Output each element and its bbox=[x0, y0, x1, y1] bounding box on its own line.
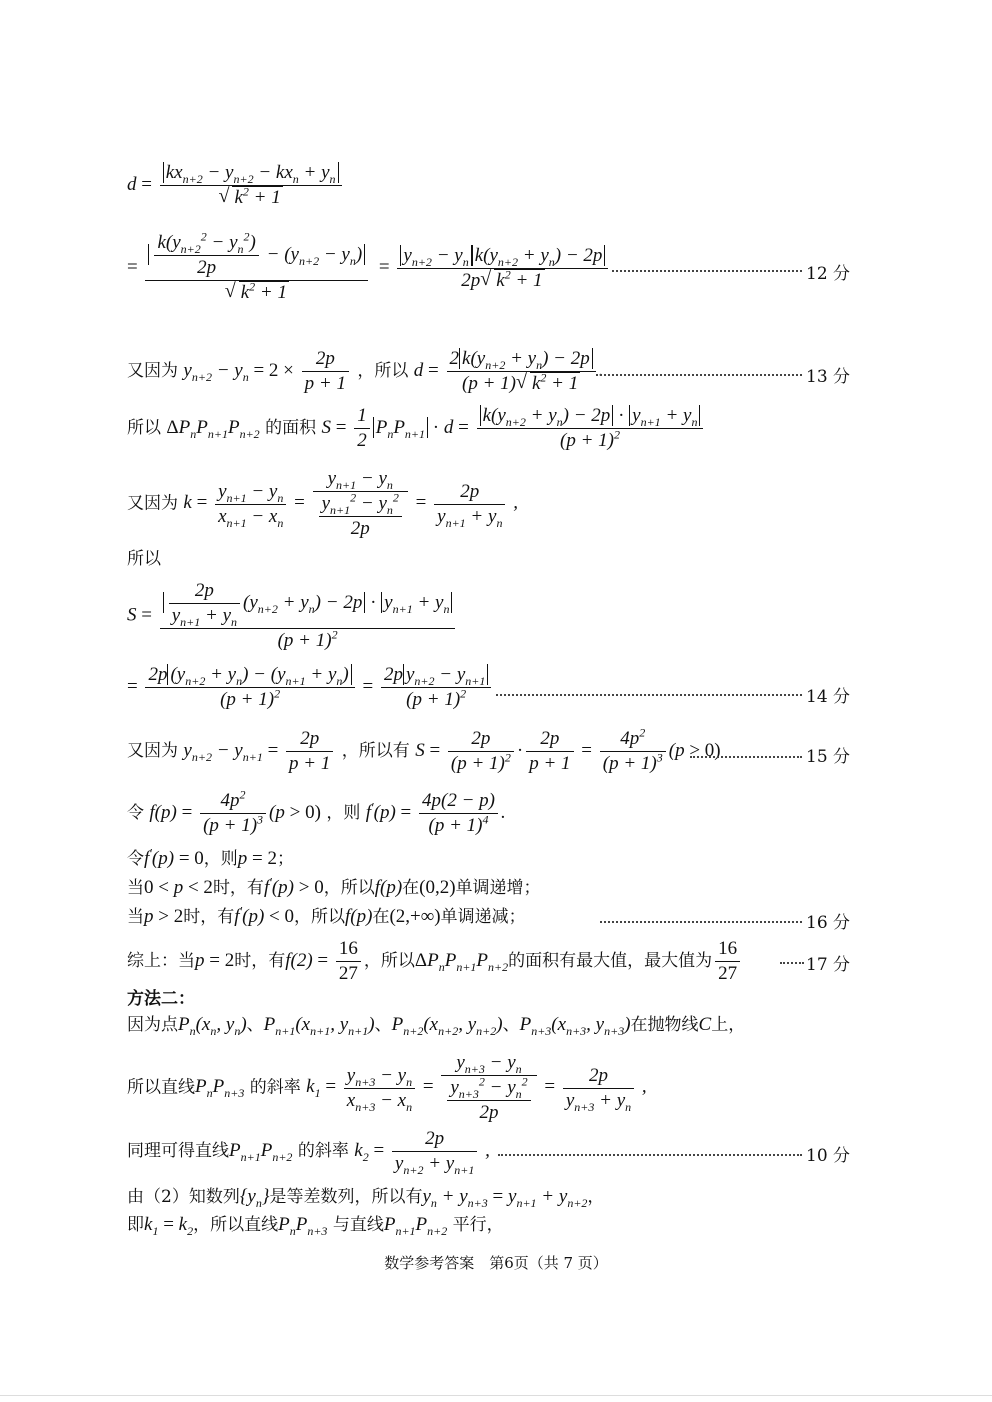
text-segment: 平行， bbox=[452, 1215, 504, 1235]
text-segment: 单调递增； bbox=[455, 878, 541, 898]
text-segment: ，所以直线 bbox=[193, 1215, 279, 1235]
text-segment: 因为点 bbox=[127, 1015, 178, 1035]
line-13: 又因为 $y_{n+2} - y_n = 2$ × $\frac{2p}{p + 1}$ ，所以 d = $\frac{2 k(y_{n+2} + y_n) - 2p}{(p + 1)√ k^2 + 1}$ . bbox=[127, 348, 604, 395]
formula-s-substituted: S = $\frac{2p}{y_{n+1} + y_n}$ $(y_{n+2} + y_n) - 2p \cdot y_{n+1} + y_n$ $(p + 1)^2$ bbox=[127, 580, 458, 652]
formula-d-simplified: = $\frac{k(y_{n+2}^2 - y_n^2)}{2p}$ − $(y_{n+2} - y_n)$ √ $k^2 + 1$ = $\frac{y_{n+2} - y_n k(y_{n+2} + y_n) - 2p}{2p√ k^2 + 1}$ bbox=[127, 232, 611, 304]
text-segment: ，所以有 bbox=[341, 740, 410, 761]
line-define-f: 令 f(p) = $\frac{4p^2}{(p + 1)^3}$ (p > 0) ，则 f′(p) = $\frac{4p(2 - p)}{(p + 1)^4}$ . bbox=[127, 787, 506, 836]
text-segment: 、 bbox=[374, 1015, 392, 1035]
dotted-leader bbox=[690, 756, 802, 758]
text-segment: 时，有 bbox=[183, 907, 235, 927]
dotted-leader bbox=[498, 1154, 802, 1156]
line-15: 又因为 $y_{n+2} - y_{n+1}$ = $\frac{2p}{p + 1}$ ，所以有 S = $\frac{2p}{(p + 1)^2}$ · $\frac{2p}{p + 1}$ = $\frac{4p^2}{(p + 1)^3}$ (p > 0) bbox=[127, 725, 721, 774]
line-conclusion: 综上：当p = 2时，有f(2) = $\frac{16}{27}$ ，所以$\Delta P_nP_{n+1}P_{n+2}$的面积有最大值，最大值为 $\frac{16}{27}$ bbox=[127, 938, 743, 985]
page-footer: 数学参考答案 第6页（共 7 页） bbox=[384, 1254, 608, 1272]
text-segment: 当 bbox=[127, 907, 144, 927]
text-segment: 令 bbox=[127, 849, 144, 869]
score-10: 10 分 bbox=[806, 1146, 851, 1166]
dotted-leader bbox=[780, 962, 804, 964]
text-segment: 、 bbox=[502, 1015, 520, 1035]
text-segment: 的斜率 bbox=[249, 1077, 301, 1098]
line-critical-point: 令f′(p) = 0，则p = 2； bbox=[127, 845, 294, 869]
text-segment: 同理可得直线 bbox=[127, 1140, 229, 1161]
formula-d-definition: d = $kx_{n+2} - y_{n+2} - kx_n + y_n$ √ $k^2 + 1$ bbox=[127, 162, 345, 209]
line-increasing: 当0 < p < 2时，有f′(p) > 0，所以f(p)在(0,2)单调递增； bbox=[127, 874, 541, 898]
score-15: 15 分 bbox=[806, 747, 851, 767]
text-segment: 在 bbox=[372, 907, 390, 927]
text-segment: 单调递减； bbox=[440, 907, 526, 927]
m2-line-k2: 同理可得直线$P_{n+1}P_{n+2}$ 的斜率 $k_2$ = $\frac{2p}{y_{n+2} + y_{n+1}}$ , bbox=[127, 1128, 490, 1177]
text-segment: 综上：当 bbox=[127, 950, 195, 971]
line-decreasing: 当p > 2时，有f′(p) < 0，所以f(p)在(2,+∞)单调递减； bbox=[127, 903, 526, 927]
text-segment: 的斜率 bbox=[297, 1140, 349, 1161]
m2-line-arith-seq: 由（2）知数列$\{y_n\}$是等差数列，所以有$y_n + y_{n+3} = y_{n+1} + y_{n+2}$， bbox=[127, 1186, 605, 1210]
text-segment: 、 bbox=[246, 1015, 264, 1035]
text-segment: ，则 bbox=[326, 802, 361, 823]
text-segment: 时，有 bbox=[212, 878, 264, 898]
dotted-leader bbox=[496, 694, 802, 696]
score-17: 17 分 bbox=[806, 955, 851, 975]
dotted-leader bbox=[596, 374, 802, 376]
bottom-divider bbox=[0, 1395, 992, 1396]
text-segment: ，所以 bbox=[294, 907, 345, 927]
score-13: 13 分 bbox=[806, 367, 851, 387]
m2-line-k1: 所以直线$P_nP_{n+3}$ 的斜率 $k_1$ = $\frac{y_{n+3} - y_n}{x_{n+3} - x_n}$ = $\frac{y_{n+3} - y_n}{\frac{y_{n+3}^2 - y_n^2}{2p}}$ = $\frac{2p}{y_{n+3} + y_n}$ , bbox=[127, 1052, 647, 1123]
text-segment: 又因为 bbox=[127, 360, 178, 381]
text-segment: 令 bbox=[127, 802, 144, 823]
text-segment: 时，有 bbox=[234, 950, 286, 971]
dotted-leader bbox=[612, 270, 802, 272]
text-segment: 在抛物线 bbox=[630, 1015, 699, 1035]
score-14: 14 分 bbox=[806, 687, 851, 707]
text-segment: ，所以 bbox=[357, 360, 409, 381]
method-two-heading: 方法二： bbox=[127, 989, 195, 1009]
text-suoyi: 所以 bbox=[127, 549, 161, 569]
line-area: 所以 $\Delta P_nP_{n+1}P_{n+2}$ 的面积 S = $\frac{1}{2}$ $P_nP_{n+1} \cdot d$ = $\frac{k(y_{n+2} + y_n) - 2p \cdot y_{n+1} + y_n}{(p + 1)^2}$ bbox=[127, 405, 706, 452]
text-segment: 即 bbox=[127, 1215, 144, 1235]
text-segment: 的面积 bbox=[265, 417, 317, 438]
text-segment: 与直线 bbox=[332, 1215, 384, 1235]
text-segment: ，所以 bbox=[323, 878, 375, 898]
dotted-leader bbox=[600, 921, 802, 923]
text-segment: 的面积有最大值，最大值为 bbox=[508, 950, 713, 971]
text-segment: ，所以 bbox=[363, 950, 415, 971]
text-segment: 当 bbox=[127, 878, 144, 898]
text-segment: 又因为 bbox=[127, 493, 178, 514]
text-segment: 由（2）知数列 bbox=[127, 1187, 240, 1207]
text-segment: 是等差数列，所以有 bbox=[269, 1187, 423, 1207]
m2-line-parallel: 即$k_1 = k_2$，所以直线$P_nP_{n+3}$ 与直线$P_{n+1}P_{n+2}$ 平行， bbox=[127, 1214, 504, 1238]
text-segment: 所以直线 bbox=[127, 1077, 195, 1098]
text-segment: 又因为 bbox=[127, 740, 178, 761]
score-12: 12 分 bbox=[806, 264, 851, 284]
formula-s-simplified: = $\frac{2p (y_{n+2} + y_n) - (y_{n+1} + y_n)}{(p + 1)^2}$ = $\frac{2p y_{n+2} - y_{n+1}}{(p + 1)^2}$ bbox=[127, 664, 494, 711]
text-segment: 所以 bbox=[127, 417, 161, 438]
line-k-slope: 又因为 k = $\frac{y_{n+1} - y_n}{x_{n+1} - x_n}$ = $\frac{y_{n+1} - y_n}{\frac{y_{n+1}^2 - y_n^2}{2p}}$ = $\frac{2p}{y_{n+1} + y_n}$ , bbox=[127, 468, 518, 539]
score-16: 16 分 bbox=[806, 913, 851, 933]
text-segment: ，则 bbox=[203, 849, 238, 869]
m2-line-points: 因为点$P_n(x_n$, $y_n$)、$P_{n+1}(x_{n+1}$, $y_{n+1}$)、$P_{n+2}(x_{n+2}$, $y_{n+2}$)、$P_{n+3}(x_{n+3}$, $y_{n+3}$)在抛物线C上， bbox=[127, 1014, 746, 1038]
text-segment: 上， bbox=[711, 1015, 746, 1035]
text-segment: 在 bbox=[402, 878, 420, 898]
